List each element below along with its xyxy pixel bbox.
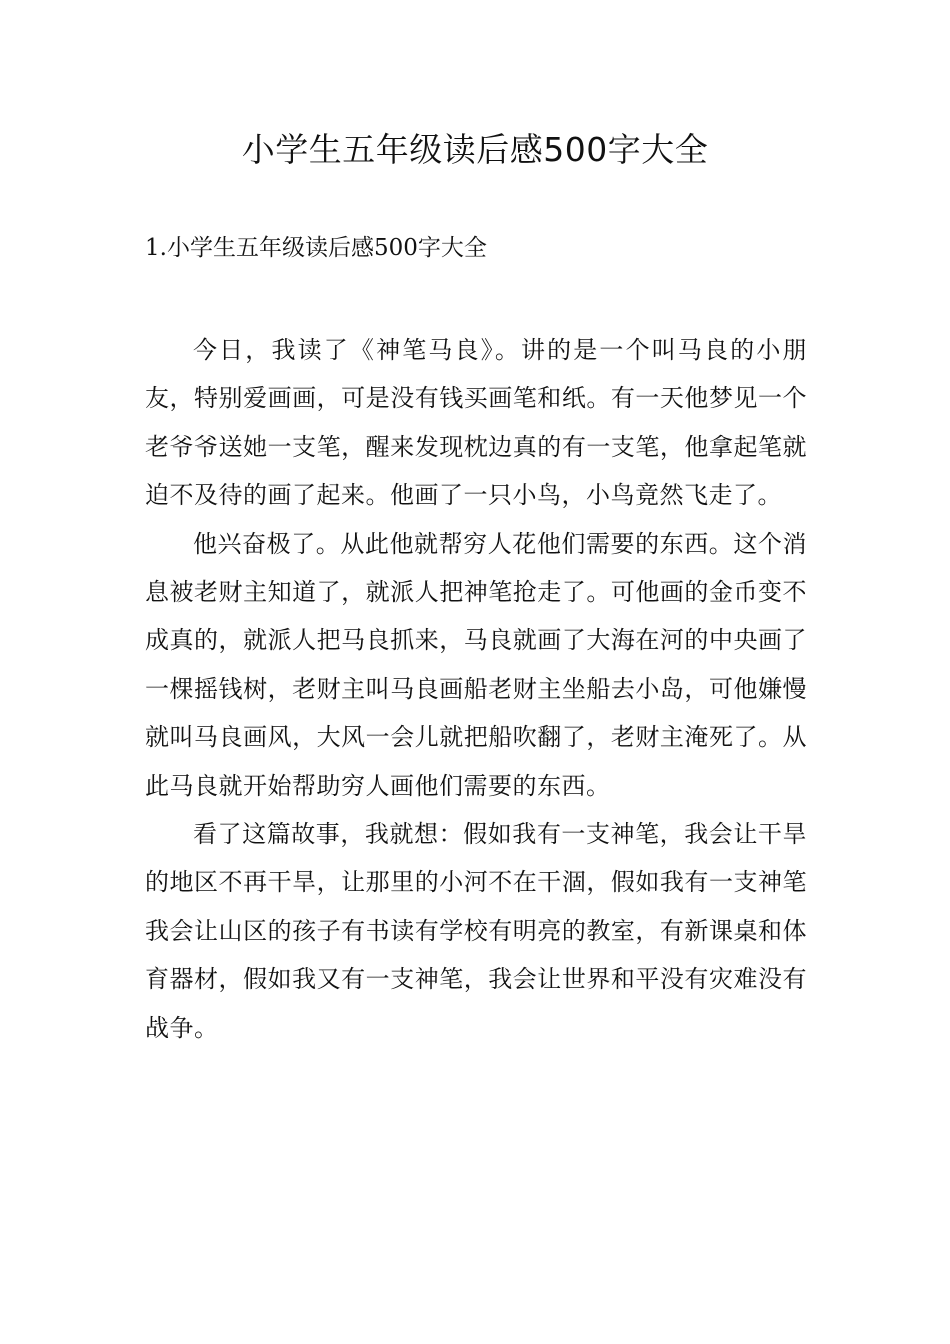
- section-heading: 1.小学生五年级读后感500字大全: [145, 235, 487, 261]
- page-title: 小学生五年级读后感500字大全: [241, 130, 709, 169]
- document-body: [145, 326, 807, 1052]
- paragraph-1: 今日，我读了《神笔马良》。讲的是一个叫马良的小朋友，特别爱画画，可是没有钱买画笔和纸。有一天他梦见一个老爷爷送她一支笔，醒来发现枕边真的有一支笔，他拿起笔就迫不及待的画了起来。他画了一只小鸟，小鸟竟然飞走了。: [145, 336, 807, 510]
- paragraph-2: 他兴奋极了。从此他就帮穷人花他们需要的东西。这个消息被老财主知道了，就派人把神笔抢走了。可他画的金币变不成真的，就派人把马良抓来，马良就画了大海在河的中央画了一棵摇钱树，老财主叫马良画船老财主坐船去小岛，可他嫌慢就叫马良画风，大风一会儿就把船吹翻了，老财主淹死了。从此马良就开始帮助穷人画他们需要的东西。: [145, 529, 807, 800]
- paragraph-3: 看了这篇故事，我就想：假如我有一支神笔，我会让干旱的地区不再干旱，让那里的小河不在干涸，假如我有一支神笔我会让山区的孩子有书读有学校有明亮的教室，有新课桌和体育器材，假如我又有一支神笔，我会让世界和平没有灾难没有战争。: [145, 820, 807, 1042]
